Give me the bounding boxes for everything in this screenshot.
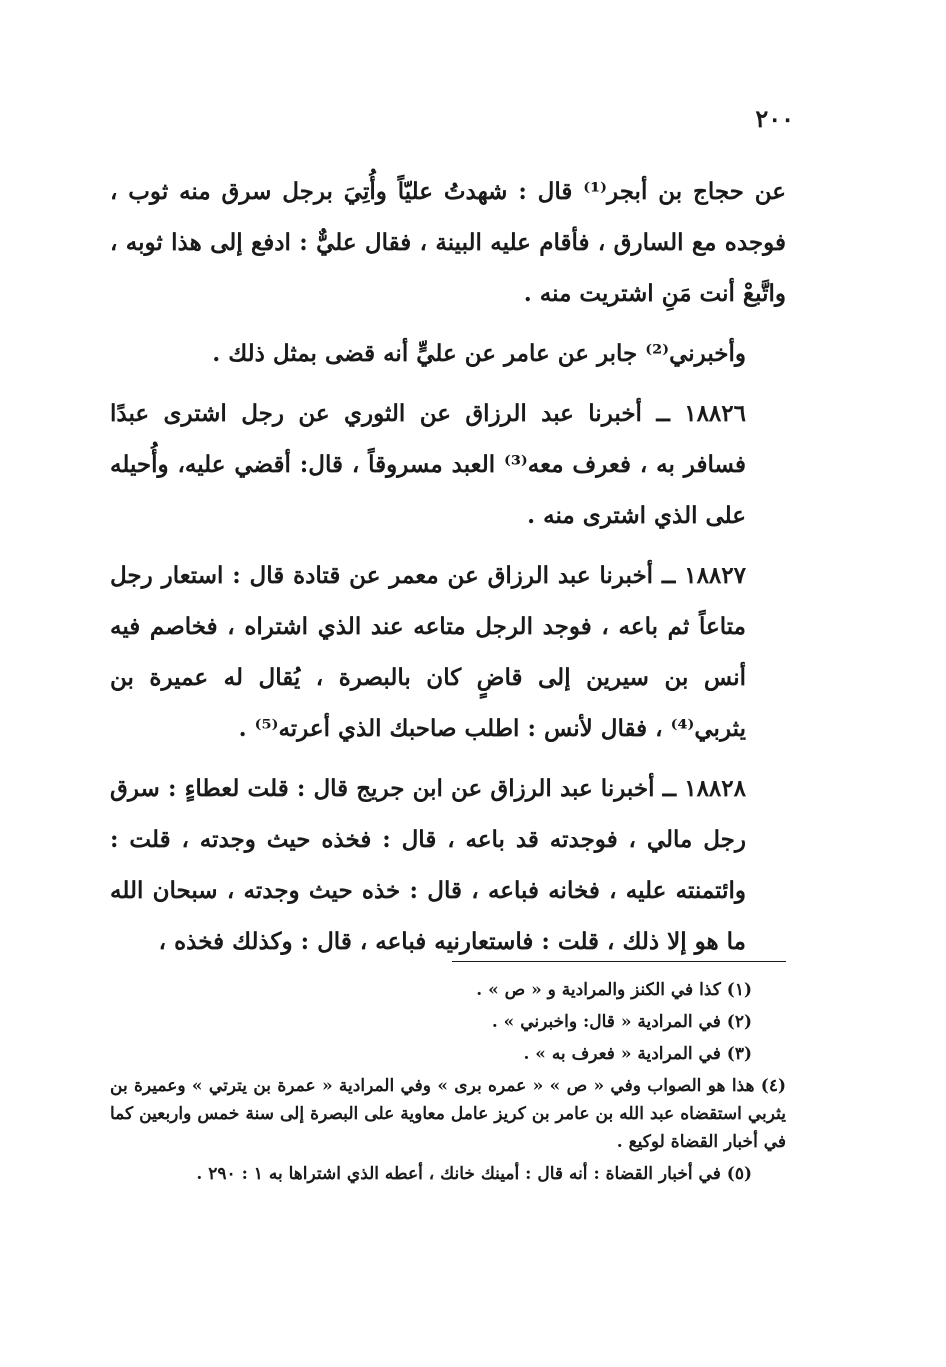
footnote-2: (٢) في المرادية « قال: واخبرني » . <box>491 1012 752 1032</box>
paragraph-hajjaj-narration: عن حجاج بن أبجر⁽¹⁾ قال : شهدتُ عليّاً وأُتِيَ برجل سرق منه ثوب ، فوجده مع السارق ، فأقام عليه البينة ، فقال عليٌّ : ادفع إلى هذا ثوبه ، واتَّبعْ أنت مَنِ اشتريت منه . <box>110 178 786 307</box>
footnote-5: (٥) في أخبار القضاة : أنه قال : أمينك خانك ، أعطه الذي اشتراها به ١ : ٢٩٠ . <box>196 1164 752 1184</box>
footnotes <box>110 976 786 1192</box>
paragraph-hadith-18827: ١٨٨٢٧ ــ أخبرنا عبد الرزاق عن معمر عن قتادة قال : استعار رجل متاعاً ثم باعه ، فوجد الرجل متاعه عند الذي اشتراه ، فخاصم فيه أنس بن سيرين إلى قاضٍ كان بالبصرة ، يُقال له عميرة بن يثربي⁽⁴⁾ ، فقال لأنس : اطلب صاحبك الذي أعرته⁽⁵⁾ . <box>110 562 746 742</box>
footnote-4: (٤) هذا هو الصواب وفي « ص » « عمره برى » وفي المرادية « عمرة بن يترتي » وعميرة بن يثربي استقضاه عبد الله بن عامر بن كريز عامل معاوية على البصرة إلى سنة خمس واربعين كما في أخبار القضاة لوكيع . <box>110 1076 786 1152</box>
footnote-3: (٣) في المرادية « فعرف به » . <box>523 1044 752 1064</box>
paragraph-hadith-18826: ١٨٨٢٦ ــ أخبرنا عبد الرزاق عن الثوري عن رجل اشترى عبدًا فسافر به ، فعرف معه⁽³⁾ العبد مسروقاً ، قال: أقضي عليه، وأُحيله على الذي اشترى منه . <box>110 400 746 529</box>
paragraph-hadith-18828: ١٨٨٢٨ ــ أخبرنا عبد الرزاق عن ابن جريج قال : قلت لعطاءٍ : سرق رجل مالي ، فوجدته قد باعه ، قال : فخذه حيث وجدته ، قلت : وائتمنته عليه ، فخانه فباعه ، قال : خذه حيث وجدته ، سبحان الله ما هو إلا ذلك ، قلت : فاستعارنيه فباعه ، قال : وكذلك فخذه ، <box>110 775 746 955</box>
footnote-divider <box>452 961 786 962</box>
main-text <box>110 166 786 967</box>
page-number: ٢٠٠ <box>755 104 794 133</box>
paragraph-jabir-narration: وأخبرني⁽²⁾ جابر عن عامر عن عليٍّ أنه قضى بمثل ذلك . <box>212 340 746 367</box>
footnote-1: (١) كذا في الكنز والمرادية و « ص » . <box>476 980 752 1000</box>
